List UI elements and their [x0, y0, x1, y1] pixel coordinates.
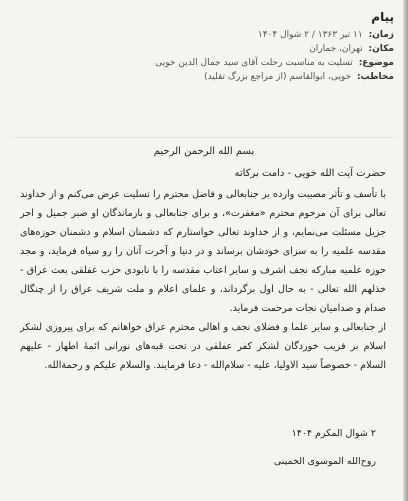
meta-time-label: زمان:: [368, 30, 394, 40]
meta-place-label: مکان:: [368, 44, 394, 54]
meta-place: [14, 42, 394, 56]
meta-time: [14, 28, 394, 42]
meta-addressee-label: مخاطب:: [356, 72, 394, 82]
scan-edge: [403, 0, 408, 501]
document-title: پیام: [371, 10, 394, 24]
meta-subject-label: موضوع:: [358, 58, 394, 68]
body-paragraph: با تأسف و تأثر مصیبت وارده بر جنابعالی و فاضل محترم را تسلیت عرض می‌کنم و از خداوند تعالی برای آن مرحوم محترم «مغفرت»، و برای جنابعالی و بازماندگان او صبر جمیل و اجر جزیل مسئلت می‌نمایم، و از خداوند تعالی خواستارم که دشمنان اسلام و دشمنان حوزه‌های مقدسه علمیه را به سزای خودشان برساند و در دنیا و آخرت آنان را رو سیاه فرماید، و مجد حوزه علمیه مبارکه نجف اشرف و سایر اعتاب مقدسه را با نابودی حزب عفلقی بعث عراق - خذلهم الله تعالی - به حال اول برگرداند، و علمای اعلام و ملت شریف عراق را از چنگال صدام و صدامیان نجات مرحمت فرماید.: [20, 189, 386, 314]
date-line: ۲ شوال المکرم ۱۴۰۴: [291, 428, 376, 439]
section-divider: [14, 137, 394, 138]
basmala: بسم الله الرحمن الرحیم: [153, 146, 255, 157]
body-paragraph: از جنابعالی و سایر علما و فضلای نجف و اهالی محترم عراق خواهانم که برای پیروزی لشکر اسلام بر فریب خوردگان لشکر کفر عفلقی در تحت قبه‌های نورانی ائمۀ اطهار - علیهم السلام - خصوصاً سید الاولیا، علیه - سلام‌الله - دعا فرمایند. والسلام علیکم و رحمة‌الله.: [20, 322, 386, 371]
meta-addressee: [14, 70, 394, 84]
meta-subject: [14, 56, 394, 70]
meta-place-value: تهران، جماران: [309, 44, 363, 54]
document-header: [14, 10, 394, 84]
signature: روح‌الله الموسوی الخمینی: [273, 456, 376, 467]
meta-subject-value: تسلیت به مناسبت رحلت آقای سید جمال الدین خویی: [155, 58, 353, 68]
salutation: حضرت آیت الله خویی - دامت برکاته: [234, 168, 386, 179]
meta-time-value: ۱۱ تیر ۱۳۶۳ / ۲ شوال ۱۴۰۴: [257, 30, 363, 40]
meta-addressee-value: خویی، ابوالقاسم (از مراجع بزرگ تقلید): [204, 72, 352, 82]
message-body: [20, 185, 386, 375]
